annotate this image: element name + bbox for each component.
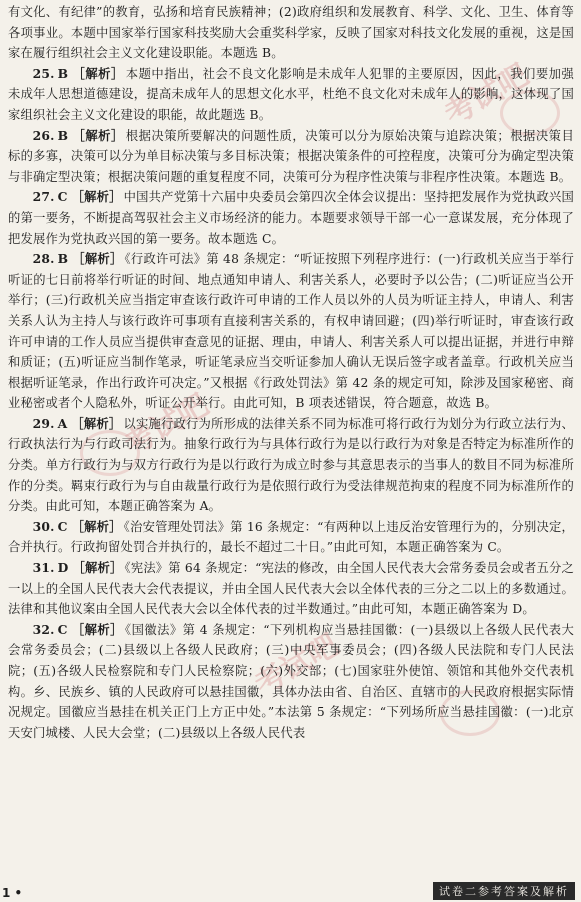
answer-item-30	[8, 517, 574, 558]
answer-letter: C	[57, 621, 68, 637]
question-number: 32.	[32, 621, 55, 637]
paragraph-text: 有文化、有纪律”的教育，弘扬和培育民族精神；(2)政府组织和发展教育、科学、文化、卫生、体育等各项事业。本题中国家举行国家科技奖励大会重奖科学家，反映了国家对科技文化发展的重视，这是国家在履行组织社会主义文化建设职能。本题选 B。	[8, 5, 574, 61]
analysis-tag: ［解析］	[72, 560, 123, 576]
answer-letter: B	[57, 127, 69, 143]
question-number: 30.	[32, 518, 55, 534]
question-number: 27.	[32, 189, 55, 205]
question-number: 29.	[32, 415, 55, 431]
analysis-tag: ［解析］	[71, 189, 122, 205]
analysis-tag: ［解析］	[72, 65, 124, 81]
watermark: 考试吧	[119, 387, 215, 463]
answer-letter: D	[57, 560, 69, 576]
paragraph-text: 《行政许可法》第 48 条规定：“听证按照下列程序进行：(一)行政机关应当于举行听证的七日前将举行听证的时间、地点通知申请人、利害关系人，必要时予以公告；(二)听证应当公开举行；(三)行政机关应当指定审查该行政许可申请的工作人员以外的人员为听证主持人，申请人、利害关系人认为主持人与该行政许可事项有直接利害关系的，有权申请回避；(四)举行听证时，审查该行政许可申请的工作人员应当提供审查意见的证据、理由，申请人、利害关系人可以提出证据，并进行申辩和质证；(五)听证应当制作笔录，听证笔录应当交听证参加人确认无误后签字或者盖章。行政机关应当根据听证笔录，作出行政许可决定。”又根据《行政处罚法》第 42 条的规定可知，除涉及国家秘密、商业秘密或者个人隐私外，听证公开举行。由此可知，B 项表述错误，符合题意，故选 B。	[8, 252, 574, 411]
page-number: 1 •	[2, 886, 23, 900]
answer-item-25	[8, 64, 574, 126]
question-number: 28.	[32, 251, 55, 267]
question-number: 26.	[32, 127, 55, 143]
paragraph-continuation	[8, 2, 574, 64]
paragraph-text: 中国共产党第十六届中央委员会第四次全体会议提出：坚持把发展作为党执政兴国的第一要务，不断提高驾驭社会主义市场经济的能力。本题要求领导干部一心一意谋发展，充分体现了把发展作为党执政兴国的第一要务。故本题选 C。	[8, 190, 574, 246]
answer-letter: C	[57, 518, 68, 534]
answer-item-27	[8, 187, 574, 249]
watermark: 考试吧	[439, 57, 535, 133]
analysis-tag: ［解析］	[72, 251, 123, 267]
analysis-tag: ［解析］	[71, 415, 122, 431]
answer-item-28	[8, 249, 574, 414]
paragraph-text: 《治安管理处罚法》第 16 条规定：“有两种以上违反治安管理行为的，分别决定，合并执行。行政拘留处罚合并执行的，最长不超过二十日。”由此可知，本题正确答案为 C。	[8, 519, 574, 555]
paragraph-text: 《宪法》第 64 条规定：“宪法的修改，由全国人民代表大会常务委员会或者五分之一以上的全国人民代表大会代表提议，并由全国人民代表大会以全体代表的三分之二以上的多数通过。法律和其他议案由全国人民代表大会以全体代表的过半数通过。”由此可知，本题正确答案为 D。	[8, 561, 574, 617]
answer-letter: B	[57, 65, 69, 81]
answer-letter: B	[57, 251, 69, 267]
answer-item-29	[8, 414, 574, 517]
answer-letter: C	[57, 189, 68, 205]
paragraph-text: 根据决策所要解决的问题性质，决策可以分为原始决策与追踪决策；根据决策目标的多寡，决策可以分为单目标决策与多目标决策；根据决策条件的可控程度，决策可分为确定型决策与非确定型决策；根据决策问题的重复程度不同，决策可分为程序性决策与非程序性决策。本题选 B。	[8, 128, 574, 184]
analysis-tag: ［解析］	[72, 127, 124, 143]
answer-item-32	[8, 620, 574, 744]
page-footer	[0, 882, 581, 902]
watermark: 考试吧	[249, 627, 345, 703]
question-number: 25.	[32, 65, 55, 81]
analysis-tag: ［解析］	[71, 518, 122, 534]
answer-item-26	[8, 126, 574, 188]
footer-section-label: 试卷二参考答案及解析	[433, 882, 575, 900]
question-number: 31.	[32, 560, 55, 576]
paragraph-text: 以实施行政行为所形成的法律关系不同为标准可将行政行为划分为行政立法行为、行政执法行为与行政司法行为。抽象行政行为与具体行政行为是以行政行为对象是否特定为标准所作的分类。单方行政行为与双方行政行为是以行政行为成立时参与其意思表示的当事人的数目不同为标准所作的分类。羁束行政行为与自由裁量行政行为是依照行政行为受法律规范拘束的程度不同为标准所作的分类。由此可知，本题正确答案为 A。	[8, 416, 574, 514]
answer-explanations	[8, 2, 574, 743]
answer-letter: A	[57, 415, 68, 431]
answer-item-31	[8, 558, 574, 620]
paragraph-text: 本题中指出，社会不良文化影响是未成年人犯罪的主要原因，因此，我们要加强未成年人思想道德建设，提高未成年人的思想文化水平，杜绝不良文化对未成年人的影响，这体现了国家组织社会主义文化建设的职能，故此题选 B。	[8, 66, 574, 122]
paragraph-text: 《国徽法》第 4 条规定：“下列机构应当悬挂国徽：(一)县级以上各级人民代表大会常务委员会；(二)县级以上各级人民政府；(三)中央军事委员会；(四)各级人民法院和专门人民法院；(五)各级人民检察院和专门人民检察院；(六)外交部；(七)国家驻外使馆、领馆和其他外交代表机构。乡、民族乡、镇的人民政府可以悬挂国徽，具体办法由省、自治区、直辖市的人民政府根据实际情况规定。国徽应当悬挂在机关正门上方正中处。”本法第 5 条规定：“下列场所应当悬挂国徽：(一)北京天安门城楼、人民大会堂；(二)县级以上各级人民代表	[8, 622, 574, 740]
analysis-tag: ［解析］	[71, 621, 123, 637]
